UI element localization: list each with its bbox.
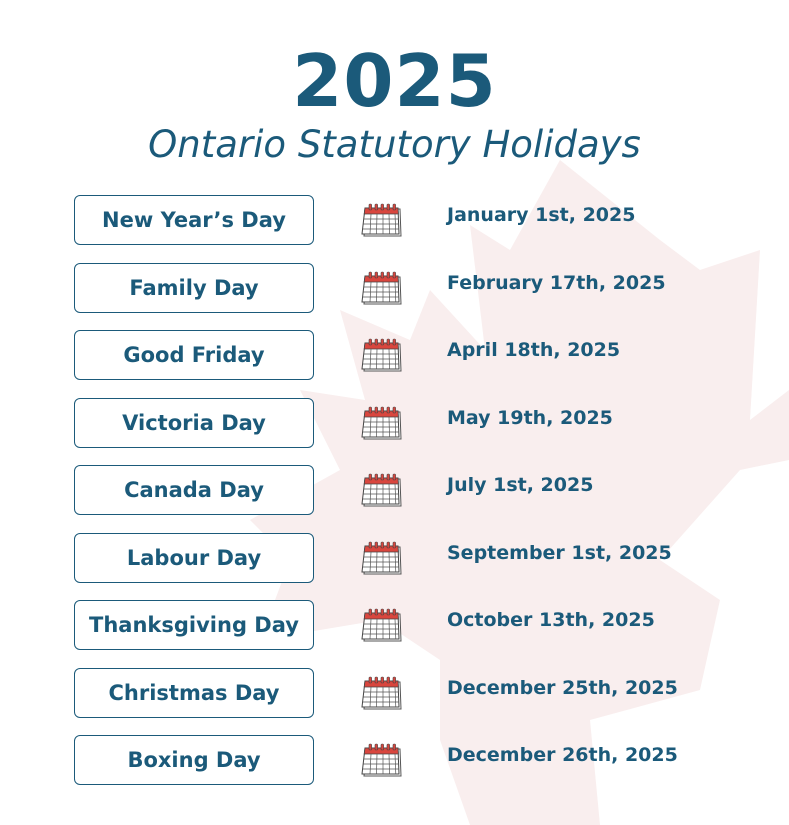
holiday-date: October 13th, 2025	[447, 609, 655, 631]
holiday-row-boxing-day	[0, 735, 789, 785]
holiday-date: April 18th, 2025	[447, 339, 621, 361]
holiday-row-family-day	[0, 263, 789, 313]
page-subtitle: Ontario Statutory Holidays	[148, 123, 641, 166]
holiday-name: Good Friday	[74, 330, 314, 380]
calendar-icon	[361, 270, 403, 306]
holiday-name: Christmas Day	[74, 668, 314, 718]
holiday-row-thanksgiving-day	[0, 600, 789, 650]
holiday-date: July 1st, 2025	[447, 474, 594, 496]
holiday-row-christmas-day	[0, 668, 789, 718]
calendar-icon	[361, 202, 403, 238]
holiday-row-new-years-day	[0, 195, 789, 245]
holiday-date: December 25th, 2025	[447, 676, 678, 699]
calendar-icon	[361, 607, 403, 643]
holiday-row-victoria-day	[0, 398, 789, 448]
holiday-date: September 1st, 2025	[447, 541, 672, 564]
calendar-icon	[361, 742, 403, 778]
holiday-date: February 17th, 2025	[447, 271, 666, 294]
holiday-name: New Year’s Day	[74, 195, 314, 245]
holiday-name: Victoria Day	[74, 398, 314, 448]
holiday-name: Thanksgiving Day	[74, 600, 314, 650]
holiday-row-labour-day	[0, 533, 789, 583]
holiday-row-canada-day	[0, 465, 789, 515]
calendar-icon	[361, 540, 403, 576]
calendar-icon	[361, 675, 403, 711]
holiday-name: Family Day	[74, 263, 314, 313]
holiday-name: Labour Day	[74, 533, 314, 583]
holiday-date: January 1st, 2025	[447, 204, 636, 226]
calendar-icon	[361, 405, 403, 441]
holiday-name: Canada Day	[74, 465, 314, 515]
holiday-date: December 26th, 2025	[447, 744, 678, 766]
holiday-row-good-friday	[0, 330, 789, 380]
holiday-date: May 19th, 2025	[447, 406, 613, 429]
calendar-icon	[361, 472, 403, 508]
calendar-icon	[361, 337, 403, 373]
page-title: 2025	[292, 39, 497, 123]
holiday-name: Boxing Day	[74, 735, 314, 785]
